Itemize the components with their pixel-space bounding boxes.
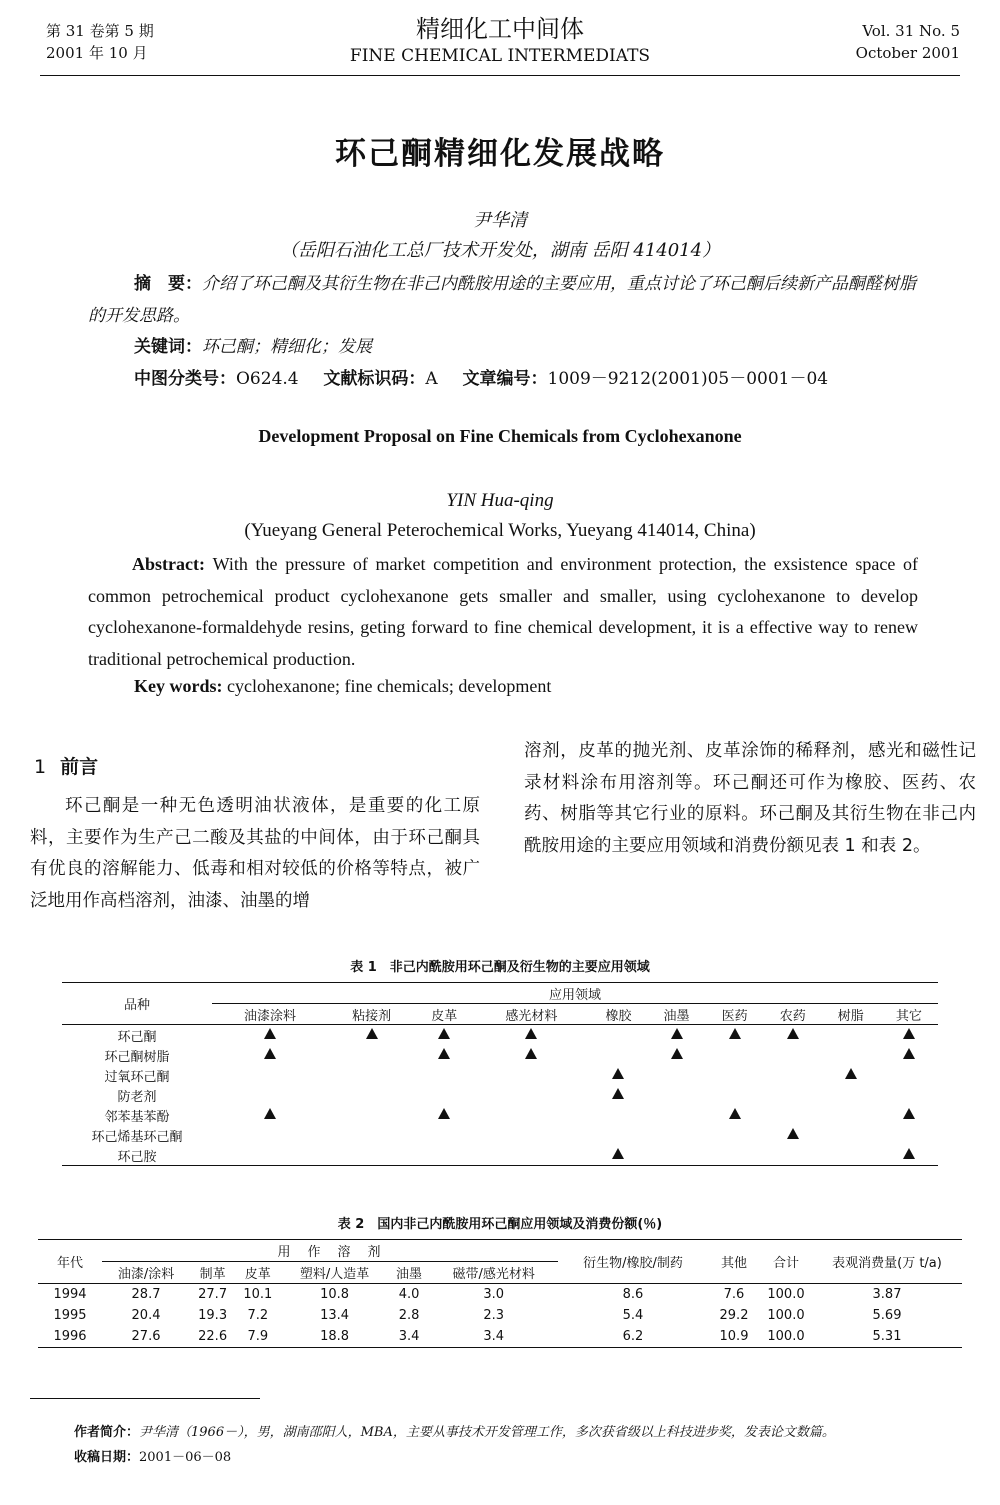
clc-label: 中图分类号： [134, 369, 236, 389]
table1-col-header: 感光材料 [505, 1008, 558, 1024]
table1-row-label: 环己烯基环己酮 [91, 1129, 183, 1145]
doc-code-value: A [425, 369, 438, 389]
table1-row-label: 邻苯基苯酚 [104, 1109, 170, 1125]
triangle-marker-icon [729, 1028, 741, 1039]
table1-col-header: 橡胶 [605, 1008, 632, 1024]
table1-row-header: 品种 [62, 983, 212, 1025]
footnote-rule [30, 1398, 260, 1399]
volume-issue: 第 31 卷第 5 期 [46, 22, 154, 40]
table2-solvent-col-header: 制革 [199, 1267, 226, 1282]
table1-cell [706, 1125, 764, 1145]
footnote-received [74, 1446, 954, 1465]
table2-cell: 100.0 [767, 1308, 805, 1323]
table1-col-header: 油墨 [663, 1008, 690, 1024]
triangle-marker-icon [903, 1028, 915, 1039]
table1-cell [648, 1125, 706, 1145]
abstract-cn-label: 摘 要： [134, 274, 202, 294]
table2-row [38, 1305, 962, 1326]
english-author: YIN Hua-qing [446, 490, 554, 511]
table1-cell [473, 1085, 589, 1105]
table1-cell [328, 1085, 415, 1105]
table1-row-label: 过氧环己酮 [104, 1069, 170, 1085]
table1-cell [822, 1145, 880, 1166]
author-affiliation: （岳阳石油化工总厂技术开发处，湖南 岳阳 414014） [279, 240, 721, 261]
running-header-right [856, 20, 960, 64]
table1-cell [473, 1025, 589, 1046]
table1-cell [212, 1085, 328, 1105]
table1-cell [648, 1025, 706, 1046]
table2-col-consumption: 表观消费量(万 t/a) [832, 1256, 942, 1271]
table1-group-header: 应用领域 [212, 983, 938, 1004]
table2-solvent-col-header: 塑料/人造革 [299, 1267, 370, 1282]
table1-cell [212, 1045, 328, 1065]
section-title: 前言 [60, 756, 99, 778]
table2-cell: 6.2 [558, 1326, 708, 1348]
table1-cell [415, 1085, 473, 1105]
table1-cell [473, 1145, 589, 1166]
table2-cell: 100.0 [760, 1326, 812, 1348]
table2-cell: 27.6 [102, 1326, 190, 1348]
triangle-marker-icon [264, 1108, 276, 1119]
triangle-marker-icon [729, 1108, 741, 1119]
table2-caption: 表 2 国内非己内酰胺用环己酮应用领域及消费份额(％) [337, 1217, 663, 1232]
keywords-en [134, 676, 551, 697]
table2-cell: 18.8 [280, 1326, 388, 1348]
table1-cell [473, 1105, 589, 1125]
table1-row-label: 防老剂 [117, 1089, 157, 1105]
table1-row [62, 1085, 938, 1105]
table2-cell: 2.3 [483, 1308, 505, 1323]
table1-cell [473, 1125, 589, 1145]
table1-cell [822, 1045, 880, 1065]
table1-col-header: 医药 [721, 1008, 748, 1024]
triangle-marker-icon [525, 1048, 537, 1059]
table2-row [38, 1326, 962, 1348]
table1-row [62, 1025, 938, 1046]
table2-cell: 3.87 [872, 1287, 902, 1302]
table1-cell [648, 1085, 706, 1105]
table1-cell [822, 1105, 880, 1125]
table2-cell: 3.4 [389, 1326, 430, 1348]
table2-cell: 1994 [53, 1287, 87, 1302]
table2-cell: 19.3 [198, 1308, 228, 1323]
table2-cell: 13.4 [320, 1308, 350, 1323]
abstract-en-text: With the pressure of market competition and environment protection, the exsistence space of common petrochemical product cyclohexanone gets smaller and smaller, using cyclohexanone to develop cyclohexanone-formaldehyde resins, geting forward to fine chemical development, it is a effective way to renew traditional petrochemical production. [88, 554, 918, 669]
triangle-marker-icon [787, 1128, 799, 1139]
abstract-en-label: Abstract: [132, 554, 213, 574]
keywords-en-label: Key words: [134, 676, 227, 696]
table1-cell [589, 1145, 647, 1166]
table1-col-header: 皮革 [431, 1008, 458, 1024]
table2-year-header: 年代 [56, 1256, 83, 1271]
table1-cell [648, 1045, 706, 1065]
doc-code-label: 文献标识码： [323, 369, 426, 389]
table1-cell [589, 1025, 647, 1046]
table1-col-header: 农药 [779, 1008, 806, 1024]
table1-cell [328, 1025, 415, 1046]
author-name: 尹华清 [473, 210, 527, 231]
table1-cell [589, 1085, 647, 1105]
triangle-marker-icon [612, 1068, 624, 1079]
keywords-cn-label: 关键词： [134, 337, 202, 357]
table2-cell: 10.9 [708, 1326, 760, 1348]
keywords-en-text: cyclohexanone; fine chemicals; development [227, 676, 552, 696]
table1-cell [706, 1085, 764, 1105]
body-column-left [30, 791, 480, 917]
header-rule [40, 75, 960, 76]
footnote-author-label: 作者简介： [74, 1425, 140, 1440]
table1-col-header: 树脂 [837, 1008, 864, 1024]
table1-row [62, 1045, 938, 1065]
table1-cell [880, 1045, 938, 1065]
table1-row [62, 1125, 938, 1145]
table1-cell [473, 1065, 589, 1085]
abstract-cn-text: 介绍了环己酮及其衍生物在非己内酰胺用途的主要应用，重点讨论了环己酮后续新产品酮醛树脂的开发思路。 [88, 274, 916, 326]
table1-cell [589, 1065, 647, 1085]
table1-cell [473, 1045, 589, 1065]
table1-row [62, 1145, 938, 1166]
table1-cell [328, 1145, 415, 1166]
table1-cell [415, 1025, 473, 1046]
section-number: 1 [34, 756, 47, 778]
table1-cell [415, 1125, 473, 1145]
table2-cell: 7.9 [235, 1326, 280, 1348]
table2-solvent-col-header: 油漆/涂料 [117, 1267, 175, 1282]
table1-cell [764, 1145, 822, 1166]
table1-cell [822, 1085, 880, 1105]
footnote-received-text: 2001－06－08 [139, 1450, 232, 1465]
triangle-marker-icon [438, 1048, 450, 1059]
table1-cell [415, 1045, 473, 1065]
table2-col-derivative: 衍生物/橡胶/制药 [583, 1256, 683, 1271]
triangle-marker-icon [845, 1068, 857, 1079]
table1-cell [328, 1125, 415, 1145]
table2-cell: 4.0 [398, 1287, 420, 1302]
table2-solvent-col-header: 磁带/感光材料 [452, 1267, 535, 1282]
triangle-marker-icon [264, 1048, 276, 1059]
table1-cell [764, 1105, 822, 1125]
table1-cell [589, 1105, 647, 1125]
table2-cell: 7.6 [723, 1287, 745, 1302]
triangle-marker-icon [525, 1028, 537, 1039]
table1-cell [589, 1125, 647, 1145]
paper-title: 环己酮精细化发展战略 [335, 136, 665, 172]
article-id-label: 文章编号： [462, 369, 548, 389]
table1-cell [880, 1085, 938, 1105]
table1-cell [706, 1025, 764, 1046]
clc-value: O624.4 [236, 369, 299, 389]
triangle-marker-icon [438, 1108, 450, 1119]
triangle-marker-icon [671, 1048, 683, 1059]
table1-cell [880, 1025, 938, 1046]
table1-cell [706, 1045, 764, 1065]
table2-cell: 22.6 [190, 1326, 235, 1348]
table1-cell [415, 1145, 473, 1166]
table2-col-other: 其他 [720, 1256, 747, 1271]
table1-cell [415, 1105, 473, 1125]
table1-col-header: 其它 [895, 1008, 922, 1024]
table1-row-label: 环己胺 [62, 1145, 212, 1166]
table1-col-header: 油漆涂料 [244, 1008, 297, 1024]
table1-cell [589, 1045, 647, 1065]
triangle-marker-icon [903, 1108, 915, 1119]
table1-row [62, 1105, 938, 1125]
abstract-en [88, 549, 918, 675]
table1-cell [880, 1125, 938, 1145]
table1-cell [212, 1145, 328, 1166]
table1-caption: 表 1 非己内酰胺用环己酮及衍生物的主要应用领域 [350, 960, 650, 975]
table1-body [62, 1025, 938, 1166]
table2 [38, 1239, 962, 1348]
table2-cell: 8.6 [622, 1287, 644, 1302]
table1-cell [764, 1125, 822, 1145]
table1-row [62, 1065, 938, 1085]
table2-cell: 10.1 [243, 1287, 273, 1302]
issue-date-en: October 2001 [855, 44, 960, 62]
triangle-marker-icon [903, 1048, 915, 1059]
running-header-center [0, 14, 1000, 68]
table1-cell [328, 1105, 415, 1125]
table2-cell: 7.2 [247, 1308, 269, 1323]
table2-body [38, 1284, 962, 1348]
table1-cell [706, 1065, 764, 1085]
issue-date-cn: 2001 年 10 月 [46, 44, 148, 62]
table2-col-total: 合计 [772, 1256, 799, 1271]
body-paragraph-right: 溶剂，皮革的抛光剂、皮革涂饰的稀释剂，感光和磁性记录材料涂布用溶剂等。环己酮还可作为橡胶、医药、农药、树脂等其它行业的原料。环己酮及其衍生物在非己内酰胺用途的主要应用领域和消费份额见表 1 和表 2。 [524, 741, 976, 856]
volume-issue-en: Vol. 31 No. 5 [862, 22, 960, 40]
table2-cell: 28.7 [131, 1287, 161, 1302]
table2-cell: 1996 [38, 1326, 102, 1348]
article-id-value: 1009－9212(2001)05－0001－04 [547, 369, 829, 389]
table2-cell: 5.69 [872, 1308, 902, 1323]
body-paragraph-left: 环己酮是一种无色透明油状液体，是重要的化工原料，主要作为生产己二酸及其盐的中间体，由于环己酮具有优良的溶解能力、低毒和相对较低的价格等特点，被广泛地用作高档溶剂，油漆、油墨的增 [30, 796, 480, 911]
keywords-cn [134, 332, 372, 357]
triangle-marker-icon [612, 1088, 624, 1099]
table2-cell: 20.4 [131, 1308, 161, 1323]
table1-cell [706, 1105, 764, 1125]
triangle-marker-icon [264, 1028, 276, 1039]
table1-cell [764, 1045, 822, 1065]
table2-cell: 29.2 [719, 1308, 749, 1323]
triangle-marker-icon [787, 1028, 799, 1039]
triangle-marker-icon [671, 1028, 683, 1039]
abstract-cn [88, 268, 918, 332]
table2-solvent-col-header: 皮革 [244, 1267, 271, 1282]
table1-cell [764, 1065, 822, 1085]
table1-cell [328, 1065, 415, 1085]
journal-name-en: FINE CHEMICAL INTERMEDIATS [349, 46, 651, 66]
table2-solvent-group: 用 作 溶 剂 [102, 1240, 558, 1262]
classification-line [134, 364, 828, 389]
table2-cell: 10.8 [320, 1287, 350, 1302]
table1-cell [648, 1145, 706, 1166]
table1-cell [648, 1105, 706, 1125]
table1-cell [706, 1145, 764, 1166]
footnote-author-text: 尹华清（1966－），男，湖南邵阳人，MBA，主要从事技术开发管理工作，多次获省级以上科技进步奖，发表论文数篇。 [139, 1425, 835, 1440]
table1-cell [822, 1125, 880, 1145]
table1-col-header: 粘接剂 [352, 1008, 392, 1024]
footnote-author [74, 1421, 954, 1440]
table1-cell [415, 1065, 473, 1085]
table2-solvent-col-header: 油墨 [396, 1267, 423, 1282]
table1-cell [764, 1025, 822, 1046]
table1-cell [212, 1125, 328, 1145]
table1-cell [822, 1065, 880, 1085]
table1-cell [212, 1025, 328, 1046]
triangle-marker-icon [612, 1148, 624, 1159]
table2-row [38, 1284, 962, 1306]
table1-cell [648, 1065, 706, 1085]
table2-cell: 27.7 [198, 1287, 228, 1302]
table2-cell: 5.4 [622, 1308, 644, 1323]
table1-cell [880, 1145, 938, 1166]
table1-cell [880, 1105, 938, 1125]
triangle-marker-icon [366, 1028, 378, 1039]
english-affiliation: (Yueyang General Peterochemical Works, Yueyang 414014, China) [244, 520, 756, 541]
table2-cell: 5.31 [812, 1326, 962, 1348]
table1-cell [822, 1025, 880, 1046]
table1-cell [880, 1065, 938, 1085]
table2-cell: 1995 [53, 1308, 87, 1323]
keywords-cn-text: 环己酮；精细化；发展 [202, 337, 372, 357]
triangle-marker-icon [903, 1148, 915, 1159]
journal-name-cn: 精细化工中间体 [416, 15, 584, 43]
table1-cell [764, 1085, 822, 1105]
table1 [62, 982, 938, 1166]
section-heading [34, 752, 98, 779]
table1-row-label: 环己酮树脂 [104, 1049, 170, 1065]
footnote-received-label: 收稿日期： [74, 1450, 140, 1465]
table2-cell: 2.8 [398, 1308, 420, 1323]
table2-cell: 3.4 [429, 1326, 558, 1348]
table1-cell [212, 1065, 328, 1085]
table2-cell: 3.0 [483, 1287, 505, 1302]
table1-cell [212, 1105, 328, 1125]
table1-row-label: 环己酮 [117, 1029, 157, 1045]
table2-cell: 100.0 [767, 1287, 805, 1302]
table1-cell [328, 1045, 415, 1065]
body-column-right [524, 736, 976, 862]
english-title: Development Proposal on Fine Chemicals from Cyclohexanone [258, 426, 742, 446]
triangle-marker-icon [438, 1028, 450, 1039]
